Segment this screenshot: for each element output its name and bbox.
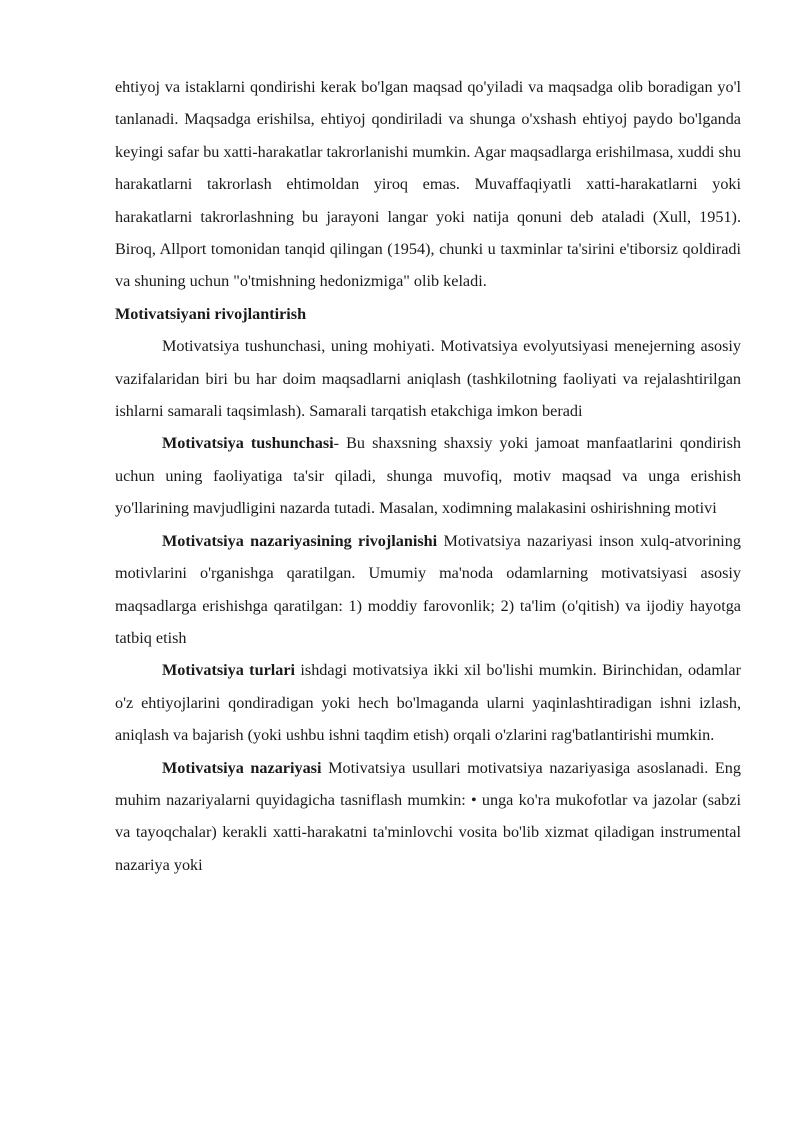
- paragraph-motivation-types: [115, 654, 741, 751]
- paragraph-body: Motivatsiya usullari motivatsiya nazariyasiga asoslanadi. Eng muhim nazariyalarni quyidagicha tasniflash mumkin: • unga ko'ra mukofotlar va jazolar (sabzi va tayoqchalar) kerakli xatti-harakatni ta'minlovchi vosita bo'lib xizmat qiladigan instrumental nazariya yoki: [115, 758, 741, 874]
- paragraph-body: ishdagi motivatsiya ikki xil bo'lishi mumkin. Birinchidan, odamlar o'z ehtiyojlarini qondiradigan yoki hech bo'lmaganda ularni yaqinlashtiradigan ishni izlash, aniqlash va bajarish (yoki ushbu ishni taqdim etish) orqali o'zlarini rag'batlantirishi mumkin.: [115, 661, 741, 745]
- paragraph-lead-term: Motivatsiya turlari: [162, 661, 296, 680]
- paragraph-concept-essence: Motivatsiya tushunchasi, uning mohiyati. Motivatsiya evolyutsiyasi menejerning asosiy vazifalaridan biri bu har doim maqsadlarni aniqlash (tashkilotning faoliyati va rejalashtirilgan ishlarni samarali taqsimlash). Samarali tarqatish etakchiga imkon beradi: [115, 337, 741, 421]
- intro-paragraph: ehtiyoj va istaklarni qondirishi kerak bo'lgan maqsad qo'yiladi va maqsadga olib boradigan yo'l tanlanadi. Maqsadga erishilsa, ehtiyoj qondiriladi va shunga o'xshash ehtiyoj paydo bo'lganda keyingi safar bu xatti-harakatlar takrorlanishi mumkin. Agar maqsadlarga erishilmasa, xuddi shu harakatlarni takrorlash ehtimoldan yiroq emas. Muvaffaqiyatli xatti-harakatlarni yoki harakatlarni takrorlashning bu jarayoni langar yoki natija qonuni deb ataladi (Xull, 1951). Biroq, Allport tomonidan tanqid qilingan (1954), chunki u taxminlar ta'sirini e'tiborsiz qoldiradi va shuning uchun "o'tmishning hedonizmiga" olib keladi.: [115, 78, 741, 291]
- paragraph-lead-term: Motivatsiya nazariyasining rivojlanishi: [162, 531, 438, 550]
- paragraph-motivation-theory: [115, 752, 741, 882]
- paragraph-motivation-concept: [115, 427, 741, 524]
- section-heading: Motivatsiyani rivojlantirish: [115, 304, 307, 323]
- paragraph-body: Motivatsiya nazariyasi inson xulq-atvorining motivlarini o'rganishga qaratilgan. Umumiy ma'noda odamlarning motivatsiyasi asosiy maqsadlarga erishishga qaratilgan: 1) moddiy farovonlik; 2) ta'lim (o'qitish) va ijodiy hayotga tatbiq etish: [115, 531, 741, 647]
- paragraph-body: - Bu shaxsning shaxsiy yoki jamoat manfaatlarini qondirish uchun uning faoliyatiga ta'sir qiladi, shunga muvofiq, motiv maqsad va unga erishish yo'llarining mavjudligini nazarda tutadi. Masalan, xodimning malakasini oshirishning motivi: [115, 434, 741, 518]
- paragraph-theory-development: [115, 525, 741, 655]
- paragraph-lead-term: Motivatsiya tushunchasi: [162, 434, 334, 453]
- paragraph-lead-term: Motivatsiya nazariyasi: [162, 758, 322, 777]
- document-page: [115, 71, 741, 881]
